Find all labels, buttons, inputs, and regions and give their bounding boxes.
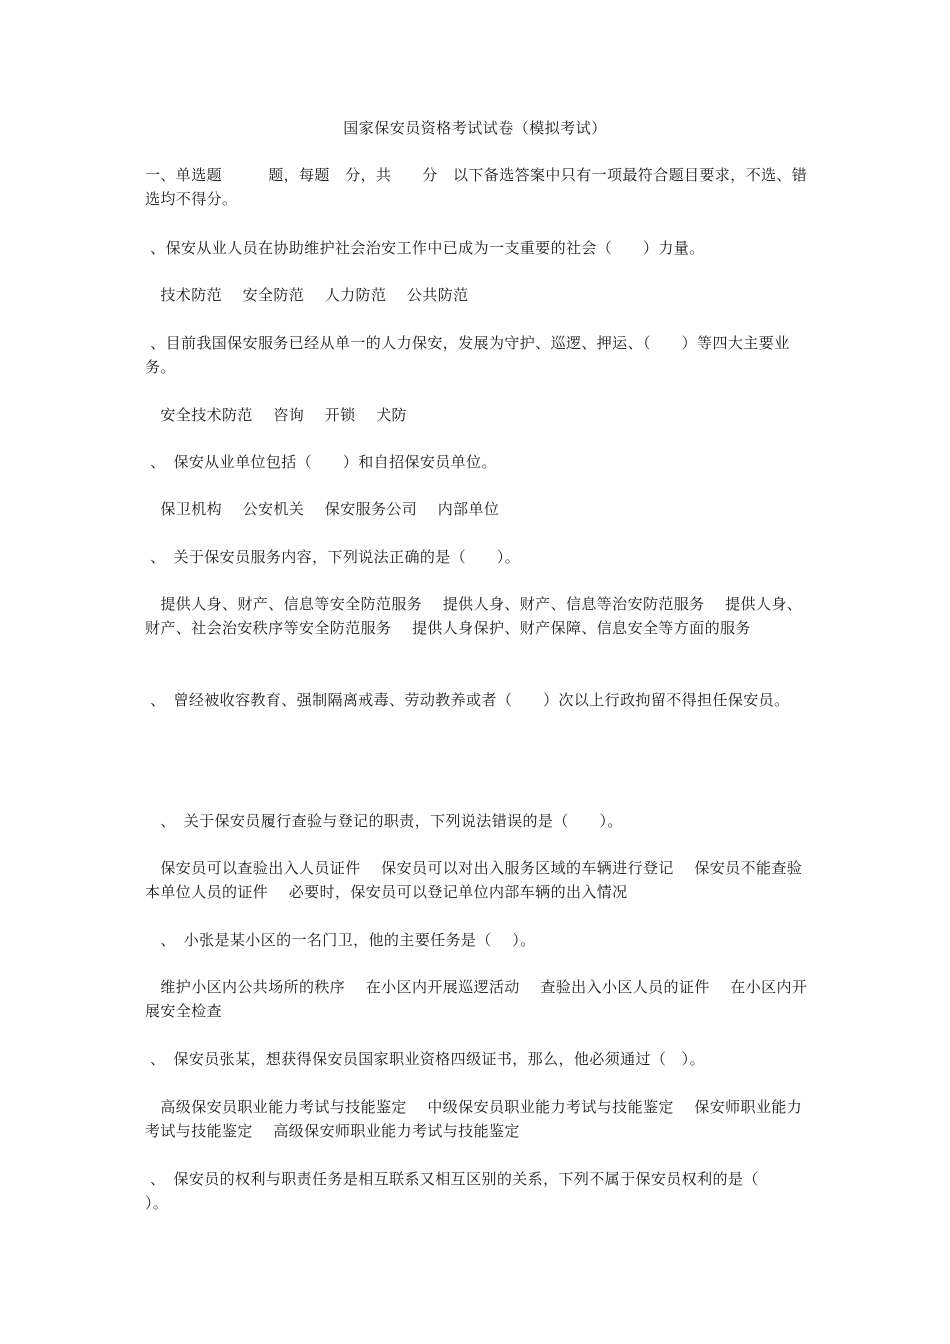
question-stem: 、 关于保安员服务内容，下列说法正确的是（ ）。 (145, 548, 521, 566)
question-options: 技术防范 安全防范 人力防范 公共防范 (145, 286, 469, 304)
question-options: 维护小区内公共场所的秩序 在小区内开展巡逻活动 查验出入小区人员的证件 在小区内开展安全检查 (145, 978, 808, 1020)
section-header: 一、单选题 题，每题 分，共 分 以下备选答案中只有一项最符合题目要求，不选、错选均不得分。 (145, 166, 808, 208)
question-options: 提供人身、财产、信息等安全防范服务 提供人身、财产、信息等治安防范服务 提供人身、财产、社会治安秩序等安全防范服务 提供人身保护、财产保障、信息安全等方面的服务 (145, 595, 803, 637)
question-stem: 、 曾经被收容教育、强制隔离戒毒、劳动教养或者（ ）次以上行政拘留不得担任保安员。 (145, 691, 790, 709)
question-stem: 、 小张是某小区的一名门卫，他的主要任务是（ ）。 (145, 931, 536, 949)
question-options: 高级保安员职业能力考试与技能鉴定 中级保安员职业能力考试与技能鉴定 保安师职业能力考试与技能鉴定 高级保安师职业能力考试与技能鉴定 (145, 1098, 803, 1140)
question-options: 安全技术防范 咨询 开锁 犬防 (145, 406, 407, 424)
question-stem: 、保安从业人员在协助维护社会治安工作中已成为一支重要的社会（ ）力量。 (145, 239, 705, 257)
question-stem: 、 关于保安员履行查验与登记的职责，下列说法错误的是（ ）。 (145, 812, 623, 830)
question-stem: 、 保安员的权利与职责任务是相互联系又相互区别的关系，下列不属于保安员权利的是（ ）。 (145, 1170, 790, 1212)
document-title: 国家保安员资格考试试卷（模拟考试） (343, 119, 607, 137)
question-stem: 、 保安员张某，想获得保安员国家职业资格四级证书，那么，他必须通过（ ）。 (145, 1050, 705, 1068)
question-options: 保卫机构 公安机关 保安服务公司 内部单位 (145, 500, 500, 518)
question-stem: 、 保安从业单位包括（ ）和自招保安员单位。 (145, 453, 497, 471)
question-options: 保安员可以查验出入人员证件 保安员可以对出入服务区域的车辆进行登记 保安员不能查验本单位人员的证件 必要时，保安员可以登记单位内部车辆的出入情况 (145, 859, 803, 901)
question-stem: 、目前我国保安服务已经从单一的人力保安，发展为守护、巡逻、押运、（ ）等四大主要业务。 (145, 334, 790, 376)
